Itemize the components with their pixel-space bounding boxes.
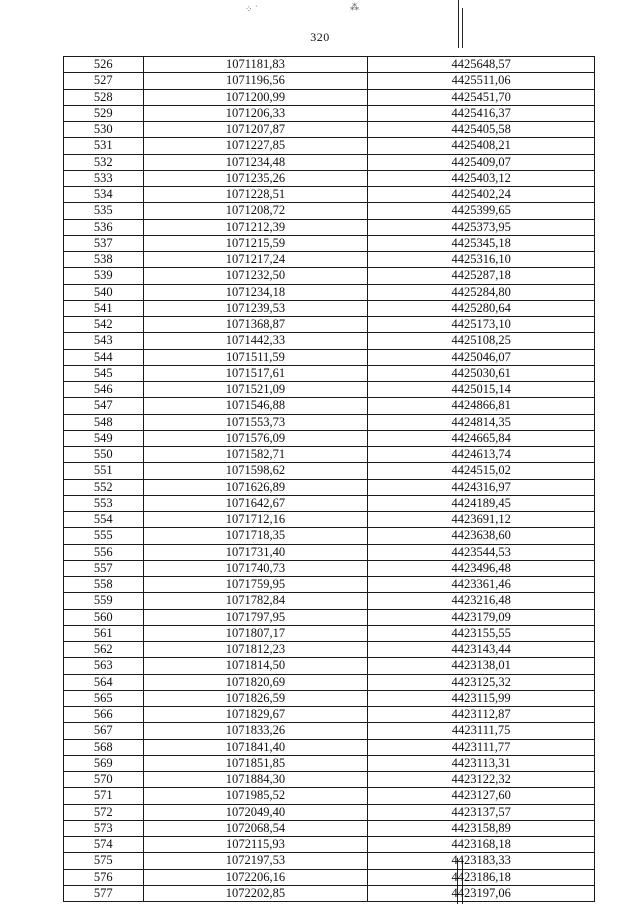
table-row [64,528,595,544]
x-coordinate: 1071196,56 [143,73,368,89]
table-row [64,73,595,89]
y-coordinate: 4425399,65 [368,203,595,219]
table-row [64,885,595,901]
point-number: 567 [64,723,144,739]
y-coordinate: 4423138,01 [368,658,595,674]
table-row [64,512,595,528]
point-number: 542 [64,317,144,333]
table-row [64,479,595,495]
x-coordinate: 1071227,85 [143,138,368,154]
y-coordinate: 4423127,60 [368,788,595,804]
x-coordinate: 1071239,53 [143,300,368,316]
y-coordinate: 4425648,57 [368,57,595,73]
table-row [64,333,595,349]
x-coordinate: 1071521,09 [143,382,368,398]
y-coordinate: 4423137,57 [368,804,595,820]
table-row [64,820,595,836]
point-number: 573 [64,820,144,836]
x-coordinate: 1071553,73 [143,414,368,430]
x-coordinate: 1072049,40 [143,804,368,820]
x-coordinate: 1071731,40 [143,544,368,560]
table-row [64,495,595,511]
table-row [64,89,595,105]
point-number: 571 [64,788,144,804]
y-coordinate: 4425409,07 [368,154,595,170]
x-coordinate: 1071759,95 [143,577,368,593]
x-coordinate: 1071812,23 [143,642,368,658]
y-coordinate: 4425402,24 [368,187,595,203]
table-row [64,560,595,576]
point-number: 554 [64,512,144,528]
table-row [64,463,595,479]
point-number: 568 [64,739,144,755]
y-coordinate: 4425416,37 [368,105,595,121]
y-coordinate: 4423496,48 [368,560,595,576]
point-number: 555 [64,528,144,544]
x-coordinate: 1072115,93 [143,837,368,853]
table-row [64,414,595,430]
y-coordinate: 4423112,87 [368,707,595,723]
y-coordinate: 4425405,58 [368,122,595,138]
x-coordinate: 1071234,48 [143,154,368,170]
table-row [64,349,595,365]
table-row [64,138,595,154]
table-row [64,642,595,658]
x-coordinate: 1071841,40 [143,739,368,755]
point-number: 552 [64,479,144,495]
x-coordinate: 1071807,17 [143,625,368,641]
y-coordinate: 4424665,84 [368,430,595,446]
point-number: 561 [64,625,144,641]
y-coordinate: 4423115,99 [368,690,595,706]
y-coordinate: 4425373,95 [368,219,595,235]
table-row [64,300,595,316]
point-number: 566 [64,707,144,723]
table-row [64,203,595,219]
table-row [64,658,595,674]
y-coordinate: 4423544,53 [368,544,595,560]
x-coordinate: 1071985,52 [143,788,368,804]
y-coordinate: 4423125,32 [368,674,595,690]
x-coordinate: 1071200,99 [143,89,368,105]
x-coordinate: 1071797,95 [143,609,368,625]
table-row [64,187,595,203]
table-row [64,772,595,788]
y-coordinate: 4423168,18 [368,837,595,853]
table-row [64,804,595,820]
x-coordinate: 1071851,85 [143,755,368,771]
point-number: 536 [64,219,144,235]
table-row [64,625,595,641]
point-number: 534 [64,187,144,203]
point-number: 562 [64,642,144,658]
y-coordinate: 4423197,06 [368,885,595,901]
table-row [64,170,595,186]
x-coordinate: 1071884,30 [143,772,368,788]
table-row [64,609,595,625]
table-row [64,723,595,739]
table-row [64,382,595,398]
y-coordinate: 4424613,74 [368,447,595,463]
y-coordinate: 4424515,02 [368,463,595,479]
y-coordinate: 4425408,21 [368,138,595,154]
x-coordinate: 1071642,67 [143,495,368,511]
y-coordinate: 4424189,45 [368,495,595,511]
point-number: 526 [64,57,144,73]
x-coordinate: 1071718,35 [143,528,368,544]
y-coordinate: 4423361,46 [368,577,595,593]
y-coordinate: 4423158,89 [368,820,595,836]
point-number: 577 [64,885,144,901]
point-number: 543 [64,333,144,349]
x-coordinate: 1071820,69 [143,674,368,690]
y-coordinate: 4423111,75 [368,723,595,739]
table-row [64,398,595,414]
point-number: 530 [64,122,144,138]
point-number: 541 [64,300,144,316]
y-coordinate: 4425030,61 [368,365,595,381]
point-number: 539 [64,268,144,284]
point-number: 569 [64,755,144,771]
y-coordinate: 4425108,25 [368,333,595,349]
x-coordinate: 1072197,53 [143,853,368,869]
y-coordinate: 4423155,55 [368,625,595,641]
point-number: 529 [64,105,144,121]
table-row [64,317,595,333]
point-number: 556 [64,544,144,560]
x-coordinate: 1071576,09 [143,430,368,446]
x-coordinate: 1071782,84 [143,593,368,609]
point-number: 572 [64,804,144,820]
point-number: 565 [64,690,144,706]
table-row [64,593,595,609]
x-coordinate: 1071234,18 [143,284,368,300]
y-coordinate: 4424866,81 [368,398,595,414]
y-coordinate: 4423216,48 [368,593,595,609]
x-coordinate: 1071829,67 [143,707,368,723]
point-number: 531 [64,138,144,154]
x-coordinate: 1071206,33 [143,105,368,121]
point-number: 540 [64,284,144,300]
point-number: 546 [64,382,144,398]
point-number: 528 [64,89,144,105]
table-row [64,853,595,869]
point-number: 564 [64,674,144,690]
x-coordinate: 1071212,39 [143,219,368,235]
x-coordinate: 1071826,59 [143,690,368,706]
table-row [64,57,595,73]
point-number: 537 [64,235,144,251]
point-number: 549 [64,430,144,446]
x-coordinate: 1071232,50 [143,268,368,284]
y-coordinate: 4425316,10 [368,252,595,268]
table-row [64,122,595,138]
point-number: 547 [64,398,144,414]
table-row [64,674,595,690]
table-row [64,105,595,121]
page-number: 320 [310,30,330,44]
y-coordinate: 4423638,60 [368,528,595,544]
x-coordinate: 1071814,50 [143,658,368,674]
y-coordinate: 4423143,44 [368,642,595,658]
point-number: 558 [64,577,144,593]
y-coordinate: 4423186,18 [368,869,595,885]
table-row [64,365,595,381]
point-number: 553 [64,495,144,511]
table-row [64,235,595,251]
point-number: 575 [64,853,144,869]
y-coordinate: 4424814,35 [368,414,595,430]
table-row [64,447,595,463]
point-number: 563 [64,658,144,674]
y-coordinate: 4424316,97 [368,479,595,495]
x-coordinate: 1072206,16 [143,869,368,885]
table-row [64,869,595,885]
point-number: 545 [64,365,144,381]
y-coordinate: 4423122,32 [368,772,595,788]
table-row [64,690,595,706]
x-coordinate: 1071208,72 [143,203,368,219]
y-coordinate: 4425280,64 [368,300,595,316]
x-coordinate: 1071442,33 [143,333,368,349]
table-row [64,154,595,170]
coordinates-table [63,56,595,902]
x-coordinate: 1071235,26 [143,170,368,186]
x-coordinate: 1071740,73 [143,560,368,576]
point-number: 533 [64,170,144,186]
x-coordinate: 1072202,85 [143,885,368,901]
point-number: 550 [64,447,144,463]
x-coordinate: 1071207,87 [143,122,368,138]
point-number: 532 [64,154,144,170]
x-coordinate: 1071598,62 [143,463,368,479]
table-row [64,577,595,593]
x-coordinate: 1071517,61 [143,365,368,381]
x-coordinate: 1072068,54 [143,820,368,836]
point-number: 570 [64,772,144,788]
point-number: 544 [64,349,144,365]
scan-smudge: ⁂ [350,2,359,12]
point-number: 574 [64,837,144,853]
point-number: 559 [64,593,144,609]
table-row [64,707,595,723]
y-coordinate: 4425046,07 [368,349,595,365]
table-row [64,252,595,268]
y-coordinate: 4425451,70 [368,89,595,105]
y-coordinate: 4425284,80 [368,284,595,300]
x-coordinate: 1071368,87 [143,317,368,333]
x-coordinate: 1071215,59 [143,235,368,251]
y-coordinate: 4423183,33 [368,853,595,869]
y-coordinate: 4425345,18 [368,235,595,251]
x-coordinate: 1071546,88 [143,398,368,414]
x-coordinate: 1071833,26 [143,723,368,739]
x-coordinate: 1071712,16 [143,512,368,528]
y-coordinate: 4425403,12 [368,170,595,186]
y-coordinate: 4423179,09 [368,609,595,625]
scan-smudge: ⁘ ˙ [245,4,258,14]
x-coordinate: 1071511,59 [143,349,368,365]
x-coordinate: 1071582,71 [143,447,368,463]
x-coordinate: 1071228,51 [143,187,368,203]
table-row [64,755,595,771]
point-number: 527 [64,73,144,89]
table-row [64,284,595,300]
point-number: 551 [64,463,144,479]
point-number: 538 [64,252,144,268]
table-row [64,837,595,853]
x-coordinate: 1071181,83 [143,57,368,73]
table-row [64,739,595,755]
y-coordinate: 4425287,18 [368,268,595,284]
coordinates-table-body [64,57,595,902]
table-row [64,430,595,446]
x-coordinate: 1071217,24 [143,252,368,268]
table-row [64,219,595,235]
y-coordinate: 4423111,77 [368,739,595,755]
point-number: 560 [64,609,144,625]
table-row [64,544,595,560]
y-coordinate: 4425511,06 [368,73,595,89]
x-coordinate: 1071626,89 [143,479,368,495]
y-coordinate: 4425015,14 [368,382,595,398]
point-number: 548 [64,414,144,430]
y-coordinate: 4423113,31 [368,755,595,771]
point-number: 557 [64,560,144,576]
point-number: 535 [64,203,144,219]
table-row [64,268,595,284]
y-coordinate: 4425173,10 [368,317,595,333]
point-number: 576 [64,869,144,885]
y-coordinate: 4423691,12 [368,512,595,528]
table-row [64,788,595,804]
